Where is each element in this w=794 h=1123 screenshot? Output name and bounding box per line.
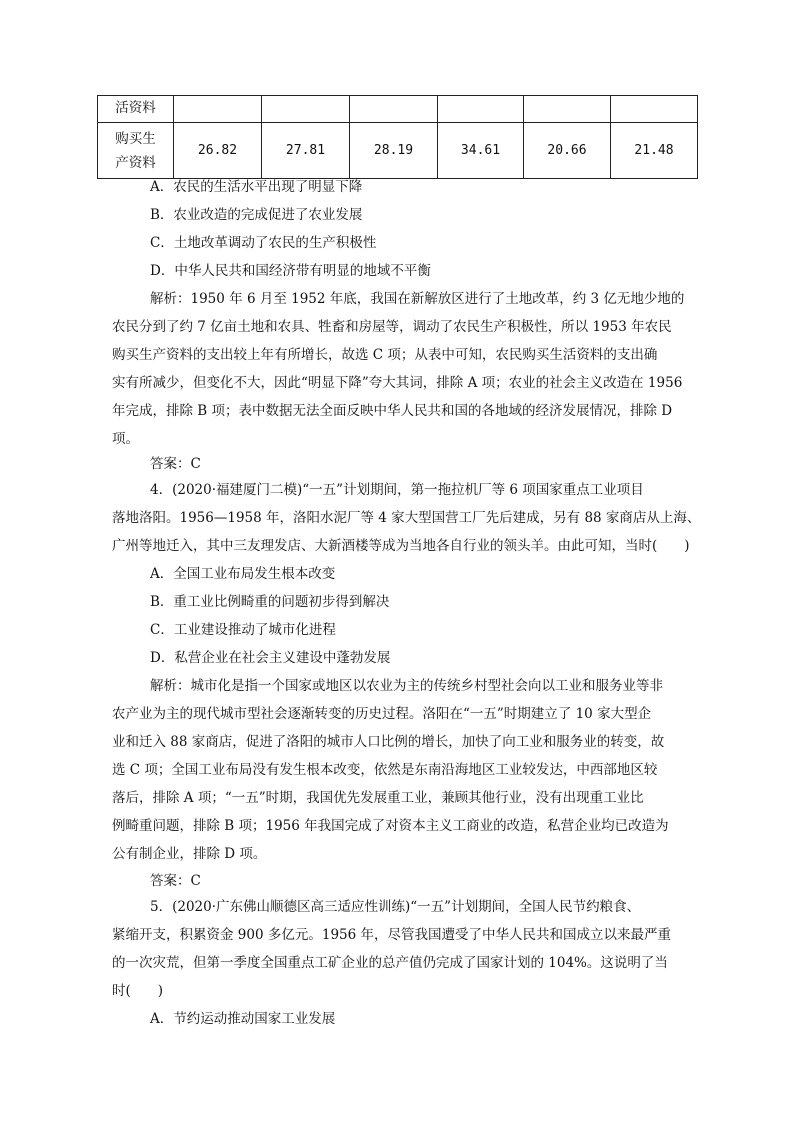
table-cell: 28.19	[350, 123, 438, 179]
question-stem-line: 4．(2020·福建厦门二模)“一五”计划期间，第一拖拉机厂等 6 项国家重点工业项目	[150, 482, 644, 498]
question-stem-line: 紧缩开支，积累资金 900 多亿元。1956 年，尽管我国遭受了中华人民共和国成立以来最严重	[112, 927, 671, 943]
table-row-label-line: 购买生	[115, 130, 156, 147]
question-stem-line: 的一次灾荒，但第一季度全国重点工矿企业的总产值仍完成了国家计划的 104%。这说明了当	[112, 955, 668, 971]
question-stem-line: 落地洛阳。1956—1958 年，洛阳水泥厂等 4 家大型国营工厂先后建成，另有 88 家商店从上海、	[112, 510, 701, 526]
table-cell	[262, 96, 350, 123]
table-row-label	[98, 123, 174, 179]
table-cell	[350, 96, 438, 123]
analysis-line: 实有所减少，但变化不大，因此“明显下降”夸大其词，排除 A 项；农业的社会主义改造在 1956	[112, 375, 683, 391]
analysis-line: 年完成，排除 B 项；表中数据无法全面反映中华人民共和国的各地域的经济发展情况，排除 D	[112, 403, 673, 419]
table-row	[98, 123, 698, 179]
option-a: A．节约运动推动国家工业发展	[150, 1011, 336, 1027]
option-a: A．全国工业布局发生根本改变	[150, 566, 336, 582]
analysis-line: 解析：城市化是指一个国家或地区以农业为主的传统乡村型社会向以工业和服务业等非	[150, 678, 663, 694]
analysis-line: 选 C 项；全国工业布局没有发生根本改变，依然是东南沿海地区工业较发达，中西部地区较	[112, 762, 658, 778]
analysis-line: 例畸重问题，排除 B 项；1956 年我国完成了对资本主义工商业的改造，私营企业均已改造为	[112, 818, 669, 834]
option-c: C．工业建设推动了城市化进程	[150, 622, 336, 638]
option-b: B．重工业比例畸重的问题初步得到解决	[150, 594, 390, 610]
analysis-line: 项。	[112, 431, 139, 447]
option-a: A．农民的生活水平出现了明显下降	[150, 179, 363, 195]
question-stem-line: 广州等地迁入，其中三友理发店、大新酒楼等成为当地各自行业的领头羊。由此可知，当时( )	[112, 538, 690, 554]
analysis-line: 业和迁入 88 家商店，促进了洛阳的城市人口比例的增长，加快了向工业和服务业的转变，故	[112, 734, 665, 750]
option-d: D．中华人民共和国经济带有明显的地域不平衡	[150, 263, 431, 279]
table-cell: 26.82	[174, 123, 262, 179]
table-row-label: 活资料	[98, 96, 174, 123]
analysis-line: 农产业为主的现代城市型社会逐渐转变的历史过程。洛阳在“一五”时期建立了 10 家大型企	[112, 706, 652, 722]
analysis-line: 落后，排除 A 项；“一五”时期，我国优先发展重工业，兼顾其他行业，没有出现重工业比	[112, 790, 644, 806]
answer: 答案：C	[150, 873, 201, 889]
option-c: C．土地改革调动了农民的生产积极性	[150, 235, 377, 251]
table-cell: 21.48	[611, 123, 698, 179]
answer: 答案：C	[150, 456, 201, 472]
option-b: B．农业改造的完成促进了农业发展	[150, 207, 363, 223]
expenditure-table	[97, 95, 698, 179]
analysis-line: 购买生产资料的支出较上年有所增长，故选 C 项；从表中可知，农民购买生活资料的支出确	[112, 347, 658, 363]
table-cell: 20.66	[524, 123, 611, 179]
table-row-label-line: 产资料	[115, 154, 156, 171]
option-d: D．私营企业在社会主义建设中蓬勃发展	[150, 650, 391, 666]
table-cell	[611, 96, 698, 123]
analysis-line: 公有制企业，排除 D 项。	[112, 846, 267, 862]
table-cell	[524, 96, 611, 123]
table-row	[98, 96, 698, 123]
analysis-line: 农民分到了约 7 亿亩土地和农具、牲畜和房屋等，调动了农民生产积极性，所以 1953 年农民	[112, 319, 672, 335]
table-cell: 27.81	[262, 123, 350, 179]
table-cell: 34.61	[438, 123, 524, 179]
question-stem-line: 时( )	[112, 983, 164, 999]
table-cell	[438, 96, 524, 123]
table-cell	[174, 96, 262, 123]
analysis-line: 解析：1950 年 6 月至 1952 年底，我国在新解放区进行了土地改革，约 3 亿无地少地的	[150, 291, 685, 307]
question-stem-line: 5．(2020·广东佛山顺德区高三适应性训练)“一五”计划期间，全国人民节约粮食、	[150, 899, 641, 915]
